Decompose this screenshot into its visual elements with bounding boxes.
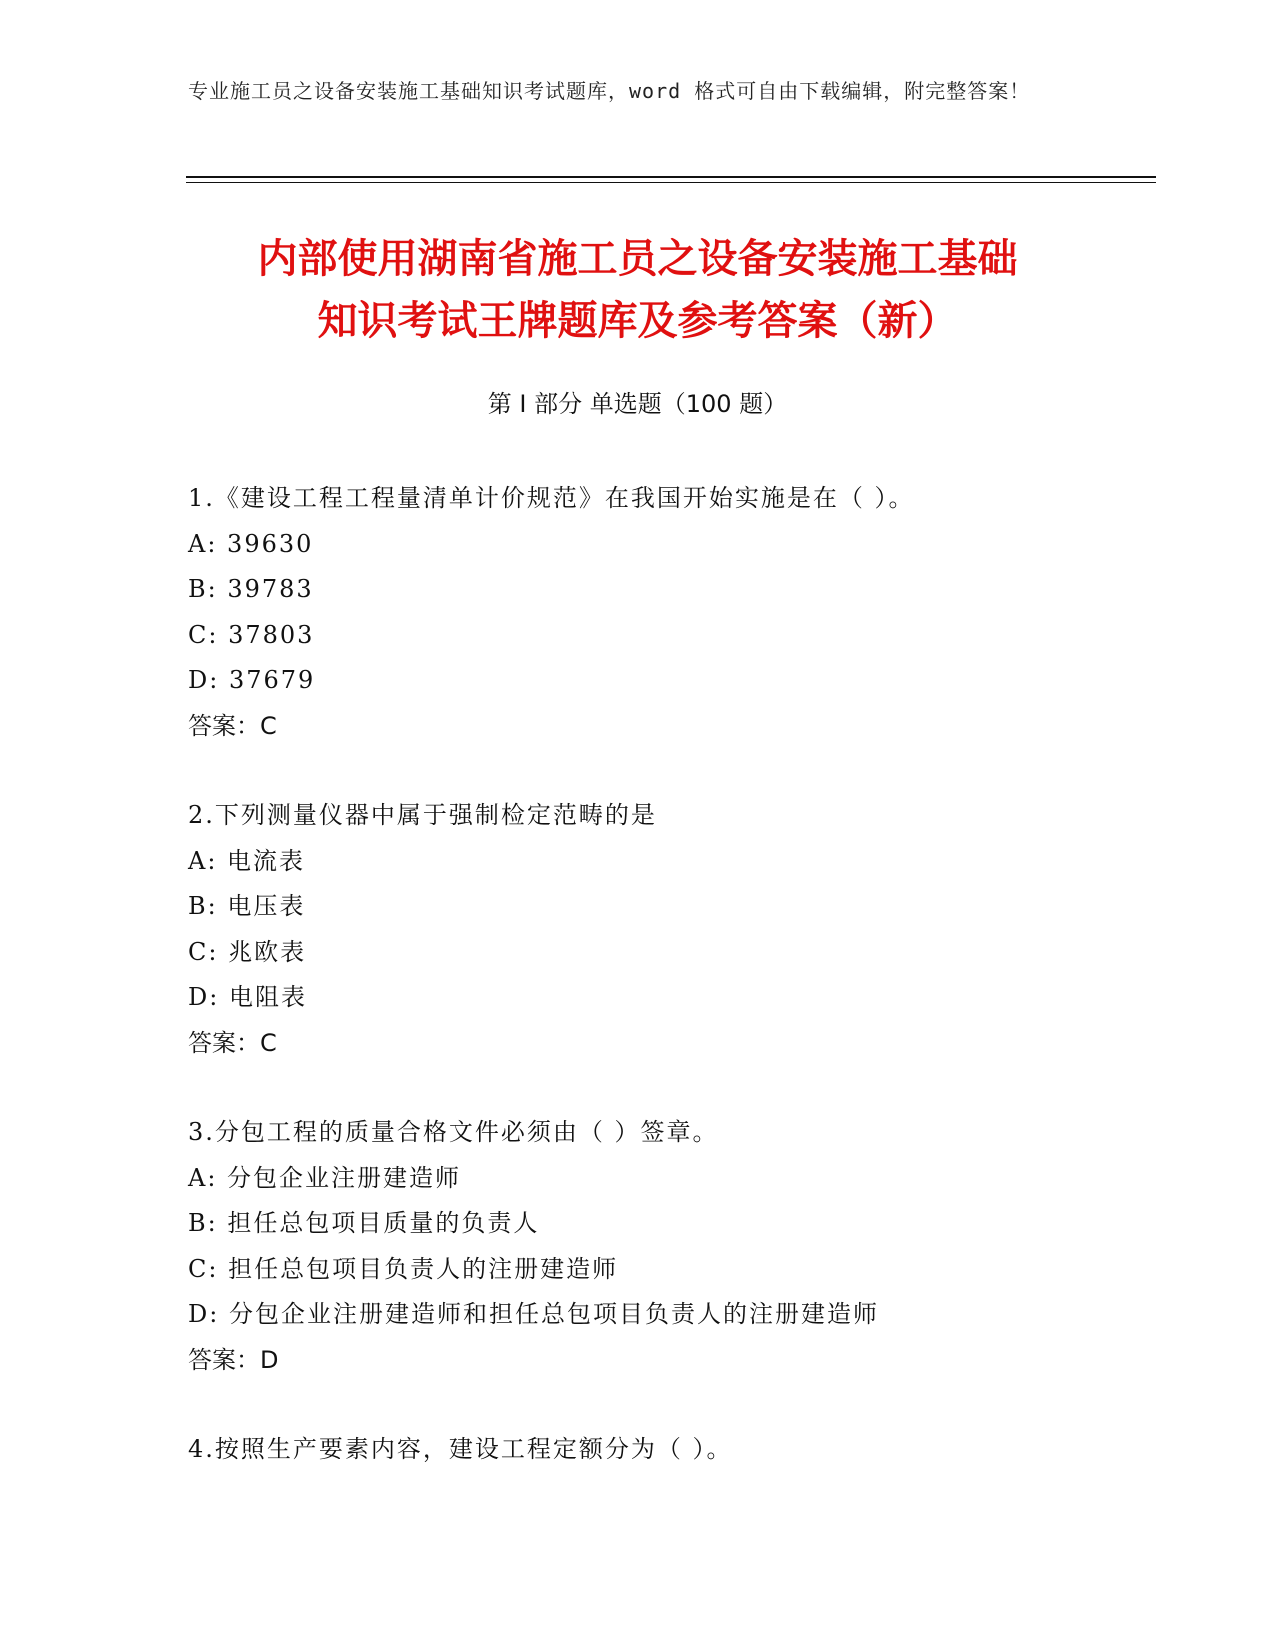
- option-d: D: 电阻表: [188, 983, 307, 1011]
- option-d: D: 37679: [188, 666, 316, 694]
- header-note: 专业施工员之设备安装施工基础知识考试题库，word 格式可自由下载编辑，附完整答案！: [188, 79, 1031, 103]
- question-stem: 2.下列测量仪器中属于强制检定范畴的是: [188, 801, 657, 829]
- option-c: C: 兆欧表: [188, 937, 307, 966]
- section-title: 第 I 部分 单选题（100 题）: [487, 390, 788, 418]
- option-d: D: 分包企业注册建造师和担任总包项目负责人的注册建造师: [188, 1300, 879, 1328]
- question-stem: 3.分包工程的质量合格文件必须由（ ）签章。: [188, 1118, 719, 1146]
- question-list: [188, 476, 1168, 1517]
- document-title-line-2: 知识考试王牌题库及参考答案（新）: [317, 298, 958, 344]
- question-answer: 答案：D: [188, 1345, 279, 1374]
- question-stem: 4.按照生产要素内容，建设工程定额分为（ ）。: [188, 1435, 733, 1463]
- question-answer: 答案：C: [188, 1028, 277, 1057]
- header-divider-thick: [186, 176, 1156, 178]
- option-c: C: 37803: [188, 620, 315, 649]
- option-a: A: 电流表: [188, 846, 306, 875]
- question-answer: 答案：C: [188, 711, 277, 740]
- question-3: [188, 1110, 1168, 1383]
- option-a: A: 39630: [188, 529, 314, 558]
- question-stem: 1.《建设工程工程量清单计价规范》在我国开始实施是在（ ）。: [188, 484, 915, 512]
- question-2: [188, 793, 1168, 1066]
- document-title: [150, 228, 1125, 352]
- question-4: [188, 1427, 1168, 1473]
- option-b: B: 39783: [188, 575, 314, 603]
- question-1: [188, 476, 1168, 749]
- document-title-line-1: 内部使用湖南省施工员之设备安装施工基础: [257, 236, 1018, 282]
- option-b: B: 电压表: [188, 892, 306, 920]
- header-divider-thin: [186, 182, 1156, 183]
- option-b: B: 担任总包项目质量的负责人: [188, 1209, 540, 1237]
- option-a: A: 分包企业注册建造师: [188, 1163, 462, 1192]
- option-c: C: 担任总包项目负责人的注册建造师: [188, 1254, 619, 1283]
